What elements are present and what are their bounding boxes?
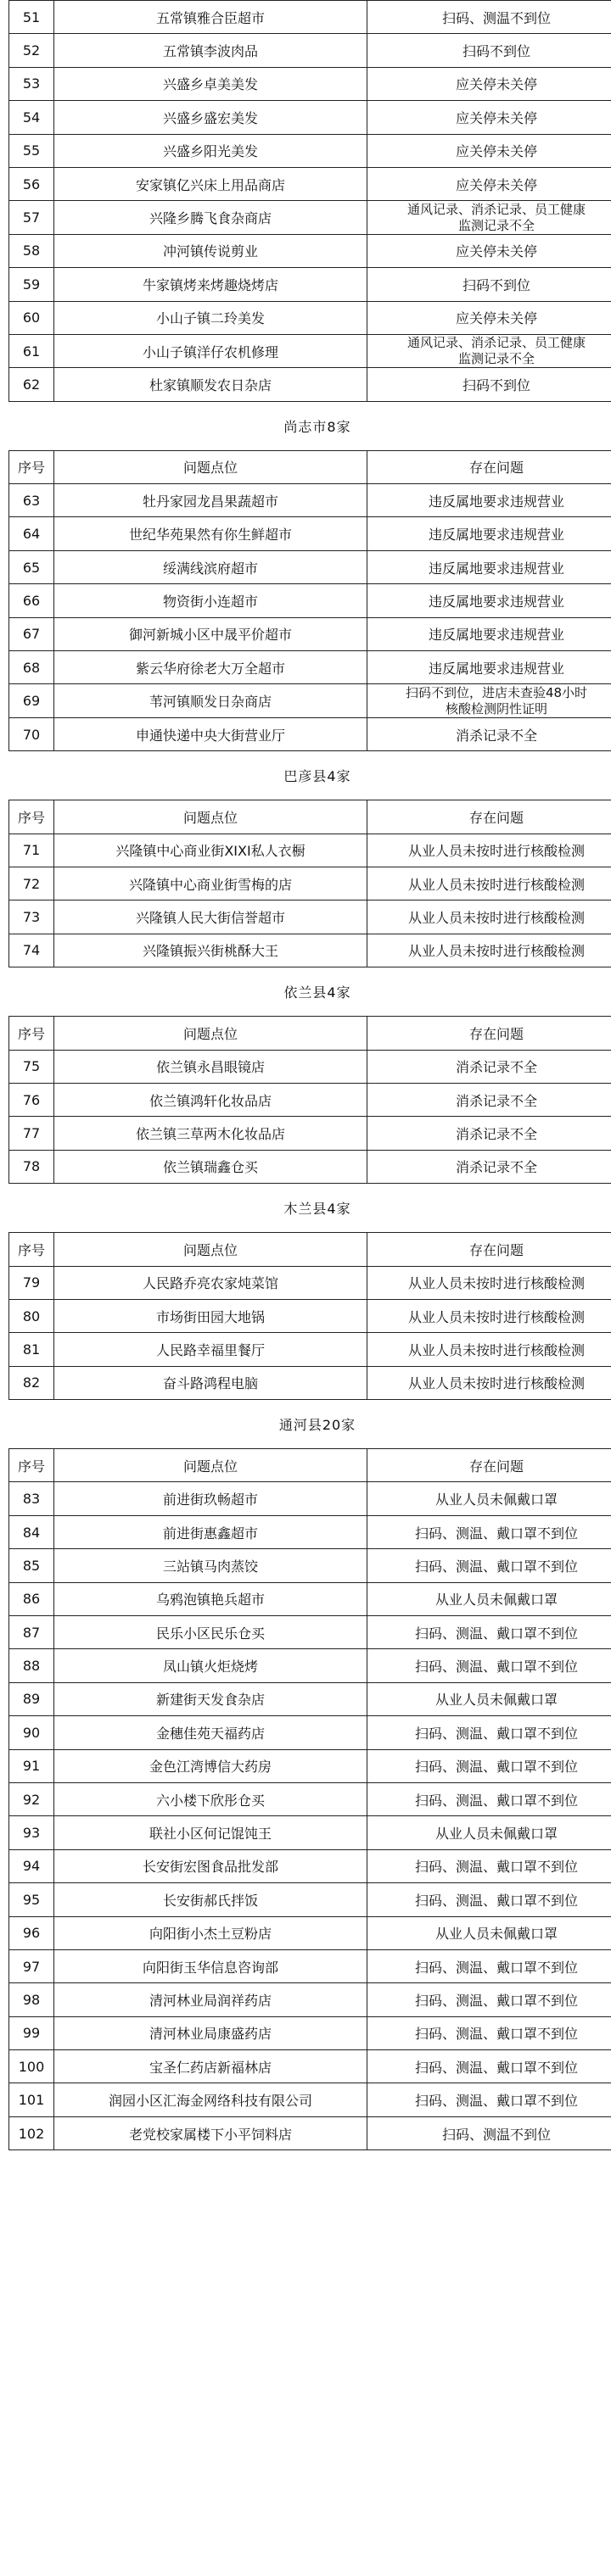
problem-location: 人民路乔亮农家炖菜馆	[54, 1266, 367, 1299]
existing-problem: 应关停未关停	[367, 134, 611, 167]
row-number: 72	[9, 867, 54, 900]
table-row	[9, 134, 611, 167]
table-row	[9, 201, 611, 234]
existing-problem: 扫码、测温不到位	[367, 2116, 611, 2149]
row-number: 78	[9, 1150, 54, 1183]
row-number: 54	[9, 101, 54, 134]
table-row	[9, 1749, 611, 1782]
row-number: 89	[9, 1682, 54, 1715]
header-place: 问题点位	[54, 1233, 367, 1266]
row-number: 59	[9, 268, 54, 301]
existing-problem: 违反属地要求违规营业	[367, 550, 611, 583]
problem-location: 人民路幸福里餐厅	[54, 1333, 367, 1366]
row-number: 51	[9, 1, 54, 34]
table-row	[9, 34, 611, 67]
header-no: 序号	[9, 450, 54, 483]
row-number: 71	[9, 834, 54, 867]
existing-problem: 扫码、测温不到位	[367, 1, 611, 34]
table-row	[9, 717, 611, 750]
row-number: 53	[9, 67, 54, 100]
existing-problem: 应关停未关停	[367, 234, 611, 267]
problem-location: 向阳街玉华信息咨询部	[54, 1949, 367, 1982]
problem-line: 监测记录不全	[457, 351, 535, 367]
problem-location: 紫云华府徐老大万全超市	[54, 651, 367, 684]
problem-location: 乌鸦泡镇艳兵超市	[54, 1582, 367, 1615]
problem-location: 六小楼下欣彤仓买	[54, 1782, 367, 1815]
existing-problem: 扫码不到位	[367, 368, 611, 401]
row-number: 83	[9, 1482, 54, 1515]
existing-problem: 从业人员未佩戴口罩	[367, 1682, 611, 1715]
table-row	[9, 2116, 611, 2149]
row-number: 77	[9, 1117, 54, 1150]
table-row	[9, 1782, 611, 1815]
section-title-row	[9, 751, 611, 800]
table-row	[9, 2050, 611, 2083]
existing-problem: 消杀记录不全	[367, 1150, 611, 1183]
table-row	[9, 301, 611, 334]
table-body	[9, 1, 611, 2150]
row-number: 91	[9, 1749, 54, 1782]
problem-line: 通风记录、消杀记录、员工健康	[406, 335, 586, 351]
existing-problem: 扫码不到位	[367, 34, 611, 67]
existing-problem: 应关停未关停	[367, 67, 611, 100]
problem-location: 兴隆镇中心商业街雪梅的店	[54, 867, 367, 900]
row-number: 65	[9, 550, 54, 583]
row-number: 63	[9, 484, 54, 517]
table-row	[9, 1150, 611, 1183]
table-row	[9, 101, 611, 134]
table-row	[9, 1582, 611, 1615]
problem-location: 民乐小区民乐仓买	[54, 1616, 367, 1649]
table-row	[9, 234, 611, 267]
problem-location: 兴盛乡阳光美发	[54, 134, 367, 167]
table-row	[9, 67, 611, 100]
problem-location: 小山子镇二玲美发	[54, 301, 367, 334]
existing-problem: 从业人员未按时进行核酸检测	[367, 934, 611, 967]
table-row	[9, 1949, 611, 1982]
section-title-row	[9, 1184, 611, 1233]
table-row	[9, 834, 611, 867]
existing-problem: 扫码、测温、戴口罩不到位	[367, 1949, 611, 1982]
existing-problem: 从业人员未按时进行核酸检测	[367, 900, 611, 934]
table-row	[9, 1682, 611, 1715]
table-row	[9, 1916, 611, 1949]
row-number: 79	[9, 1266, 54, 1299]
problem-location: 金穗佳苑天福药店	[54, 1716, 367, 1749]
inspection-table	[8, 0, 611, 2150]
row-number: 100	[9, 2050, 54, 2083]
existing-problem: 从业人员未佩戴口罩	[367, 1482, 611, 1515]
section-title: 巴彦县4家	[9, 751, 611, 800]
row-number: 96	[9, 1916, 54, 1949]
table-row	[9, 1616, 611, 1649]
header-place: 问题点位	[54, 450, 367, 483]
row-number: 87	[9, 1616, 54, 1649]
table-row	[9, 651, 611, 684]
existing-problem: 扫码、测温、戴口罩不到位	[367, 1983, 611, 2016]
problem-location: 长安街郝氏拌饭	[54, 1883, 367, 1916]
existing-problem: 消杀记录不全	[367, 717, 611, 750]
problem-location: 兴盛乡盛宏美发	[54, 101, 367, 134]
table-row	[9, 1299, 611, 1332]
existing-problem: 扫码、测温、戴口罩不到位	[367, 1616, 611, 1649]
header-row	[9, 1449, 611, 1482]
table-row	[9, 684, 611, 717]
row-number: 60	[9, 301, 54, 334]
existing-problem: 从业人员未佩戴口罩	[367, 1582, 611, 1615]
table-row	[9, 1716, 611, 1749]
problem-location: 润园小区汇海金网络科技有限公司	[54, 2083, 367, 2116]
header-place: 问题点位	[54, 800, 367, 834]
existing-problem: 违反属地要求违规营业	[367, 484, 611, 517]
header-no: 序号	[9, 800, 54, 834]
header-issue: 存在问题	[367, 1017, 611, 1050]
table-row	[9, 1482, 611, 1515]
table-row	[9, 167, 611, 200]
existing-problem: 从业人员未佩戴口罩	[367, 1816, 611, 1849]
problem-location: 依兰镇三草两木化妆品店	[54, 1117, 367, 1150]
existing-problem: 扫码、测温、戴口罩不到位	[367, 1883, 611, 1916]
problem-location: 兴盛乡卓美美发	[54, 67, 367, 100]
problem-location: 世纪华苑果然有你生鲜超市	[54, 517, 367, 550]
table-row	[9, 517, 611, 550]
table-row	[9, 550, 611, 583]
row-number: 97	[9, 1949, 54, 1982]
existing-problem: 从业人员未按时进行核酸检测	[367, 867, 611, 900]
table-row	[9, 1117, 611, 1150]
problem-location: 新建街天发食杂店	[54, 1682, 367, 1715]
table-row	[9, 268, 611, 301]
row-number: 94	[9, 1849, 54, 1882]
problem-location: 牛家镇烤来烤趣烧烤店	[54, 268, 367, 301]
existing-problem: 应关停未关停	[367, 101, 611, 134]
table-row	[9, 2016, 611, 2049]
row-number: 61	[9, 334, 54, 367]
existing-problem: 扫码、测温、戴口罩不到位	[367, 1716, 611, 1749]
section-title: 尚志市8家	[9, 401, 611, 450]
problem-location: 三站镇马肉蒸饺	[54, 1549, 367, 1582]
header-issue: 存在问题	[367, 450, 611, 483]
problem-location: 兴隆镇振兴街桃酥大王	[54, 934, 367, 967]
problem-location: 清河林业局润祥药店	[54, 1983, 367, 2016]
table-row	[9, 1649, 611, 1682]
existing-problem	[367, 334, 611, 367]
problem-line: 扫码不到位，进店未查验48小时	[405, 684, 588, 700]
problem-location: 兴隆镇中心商业街XIXI私人衣橱	[54, 834, 367, 867]
header-place: 问题点位	[54, 1449, 367, 1482]
existing-problem: 扫码、测温、戴口罩不到位	[367, 1749, 611, 1782]
row-number: 75	[9, 1050, 54, 1083]
problem-location: 向阳街小杰土豆粉店	[54, 1916, 367, 1949]
row-number: 56	[9, 167, 54, 200]
existing-problem: 扫码、测温、戴口罩不到位	[367, 1782, 611, 1815]
existing-problem: 从业人员未按时进行核酸检测	[367, 834, 611, 867]
header-row	[9, 800, 611, 834]
problem-location: 依兰镇永昌眼镜店	[54, 1050, 367, 1083]
row-number: 81	[9, 1333, 54, 1366]
existing-problem: 扫码、测温、戴口罩不到位	[367, 1549, 611, 1582]
existing-problem: 扫码、测温、戴口罩不到位	[367, 1515, 611, 1548]
table-row	[9, 1266, 611, 1299]
section-title: 通河县20家	[9, 1400, 611, 1449]
problem-location: 牡丹家园龙昌果蔬超市	[54, 484, 367, 517]
table-row	[9, 1515, 611, 1548]
existing-problem: 消杀记录不全	[367, 1050, 611, 1083]
existing-problem	[367, 684, 611, 717]
section-title-row	[9, 401, 611, 450]
header-issue: 存在问题	[367, 1449, 611, 1482]
problem-location: 冲河镇传说剪业	[54, 234, 367, 267]
problem-location: 杜家镇顺发农日杂店	[54, 368, 367, 401]
row-number: 85	[9, 1549, 54, 1582]
existing-problem: 违反属地要求违规营业	[367, 584, 611, 617]
problem-location: 凤山镇火炬烧烤	[54, 1649, 367, 1682]
header-row	[9, 1233, 611, 1266]
problem-location: 兴隆镇人民大街信誉超市	[54, 900, 367, 934]
problem-line: 监测记录不全	[457, 217, 535, 233]
row-number: 88	[9, 1649, 54, 1682]
existing-problem: 从业人员未按时进行核酸检测	[367, 1299, 611, 1332]
row-number: 86	[9, 1582, 54, 1615]
row-number: 102	[9, 2116, 54, 2149]
table-row	[9, 1, 611, 34]
table-row	[9, 1083, 611, 1116]
problem-location: 物资街小连超市	[54, 584, 367, 617]
table-row	[9, 368, 611, 401]
table-row	[9, 1050, 611, 1083]
table-row	[9, 584, 611, 617]
problem-location: 依兰镇鸿轩化妆品店	[54, 1083, 367, 1116]
row-number: 99	[9, 2016, 54, 2049]
header-issue: 存在问题	[367, 1233, 611, 1266]
existing-problem: 从业人员未按时进行核酸检测	[367, 1333, 611, 1366]
row-number: 80	[9, 1299, 54, 1332]
problem-location: 五常镇雅合臣超市	[54, 1, 367, 34]
table-row	[9, 484, 611, 517]
section-title-row	[9, 1400, 611, 1449]
row-number: 95	[9, 1883, 54, 1916]
problem-location: 五常镇李波肉品	[54, 34, 367, 67]
row-number: 74	[9, 934, 54, 967]
table-row	[9, 867, 611, 900]
header-place: 问题点位	[54, 1017, 367, 1050]
existing-problem: 扫码、测温、戴口罩不到位	[367, 2050, 611, 2083]
table-row	[9, 900, 611, 934]
table-row	[9, 1333, 611, 1366]
problem-line: 核酸检测阴性证明	[445, 700, 547, 716]
problem-location: 奋斗路鸿程电脑	[54, 1366, 367, 1399]
problem-location: 御河新城小区中晟平价超市	[54, 617, 367, 650]
row-number: 68	[9, 651, 54, 684]
header-issue: 存在问题	[367, 800, 611, 834]
row-number: 82	[9, 1366, 54, 1399]
existing-problem: 应关停未关停	[367, 301, 611, 334]
row-number: 92	[9, 1782, 54, 1815]
row-number: 101	[9, 2083, 54, 2116]
problem-location: 申通快递中央大街营业厅	[54, 717, 367, 750]
row-number: 73	[9, 900, 54, 934]
existing-problem: 从业人员未佩戴口罩	[367, 1916, 611, 1949]
table-row	[9, 1883, 611, 1916]
problem-location: 小山子镇洋仔农机修理	[54, 334, 367, 367]
row-number: 93	[9, 1816, 54, 1849]
existing-problem: 扫码不到位	[367, 268, 611, 301]
header-no: 序号	[9, 1233, 54, 1266]
row-number: 67	[9, 617, 54, 650]
row-number: 57	[9, 201, 54, 234]
row-number: 90	[9, 1716, 54, 1749]
problem-location: 联社小区何记馄饨王	[54, 1816, 367, 1849]
section-title: 依兰县4家	[9, 967, 611, 1017]
existing-problem: 违反属地要求违规营业	[367, 517, 611, 550]
existing-problem: 扫码、测温、戴口罩不到位	[367, 2083, 611, 2116]
problem-location: 依兰镇瑞鑫仓买	[54, 1150, 367, 1183]
problem-line: 通风记录、消杀记录、员工健康	[406, 201, 586, 217]
section-title: 木兰县4家	[9, 1184, 611, 1233]
table-row	[9, 1816, 611, 1849]
row-number: 66	[9, 584, 54, 617]
row-number: 64	[9, 517, 54, 550]
row-number: 84	[9, 1515, 54, 1548]
problem-location: 前进街玖畅超市	[54, 1482, 367, 1515]
problem-location: 市场街田园大地锅	[54, 1299, 367, 1332]
row-number: 76	[9, 1083, 54, 1116]
existing-problem: 消杀记录不全	[367, 1083, 611, 1116]
existing-problem: 应关停未关停	[367, 167, 611, 200]
table-row	[9, 334, 611, 367]
header-no: 序号	[9, 1017, 54, 1050]
existing-problem: 扫码、测温、戴口罩不到位	[367, 1849, 611, 1882]
header-row	[9, 450, 611, 483]
existing-problem	[367, 201, 611, 234]
existing-problem: 扫码、测温、戴口罩不到位	[367, 2016, 611, 2049]
problem-location: 老党校家属楼下小平饲料店	[54, 2116, 367, 2149]
header-no: 序号	[9, 1449, 54, 1482]
row-number: 70	[9, 717, 54, 750]
existing-problem: 从业人员未按时进行核酸检测	[367, 1366, 611, 1399]
table-row	[9, 617, 611, 650]
header-row	[9, 1017, 611, 1050]
problem-location: 安家镇亿兴床上用品商店	[54, 167, 367, 200]
table-row	[9, 2083, 611, 2116]
problem-location: 宝圣仁药店新福林店	[54, 2050, 367, 2083]
row-number: 69	[9, 684, 54, 717]
row-number: 98	[9, 1983, 54, 2016]
table-row	[9, 1549, 611, 1582]
row-number: 62	[9, 368, 54, 401]
problem-location: 前进街惠鑫超市	[54, 1515, 367, 1548]
existing-problem: 违反属地要求违规营业	[367, 651, 611, 684]
row-number: 52	[9, 34, 54, 67]
problem-location: 绥满线滨府超市	[54, 550, 367, 583]
existing-problem: 消杀记录不全	[367, 1117, 611, 1150]
problem-location: 长安街宏图食品批发部	[54, 1849, 367, 1882]
problem-location: 苇河镇顺发日杂商店	[54, 684, 367, 717]
existing-problem: 从业人员未按时进行核酸检测	[367, 1266, 611, 1299]
existing-problem: 扫码、测温、戴口罩不到位	[367, 1649, 611, 1682]
existing-problem: 违反属地要求违规营业	[367, 617, 611, 650]
table-row	[9, 1983, 611, 2016]
problem-location: 兴隆乡腾飞食杂商店	[54, 201, 367, 234]
problem-location: 金色江湾博信大药房	[54, 1749, 367, 1782]
table-row	[9, 934, 611, 967]
table-row	[9, 1366, 611, 1399]
row-number: 58	[9, 234, 54, 267]
table-row	[9, 1849, 611, 1882]
problem-location: 清河林业局康盛药店	[54, 2016, 367, 2049]
row-number: 55	[9, 134, 54, 167]
section-title-row	[9, 967, 611, 1017]
